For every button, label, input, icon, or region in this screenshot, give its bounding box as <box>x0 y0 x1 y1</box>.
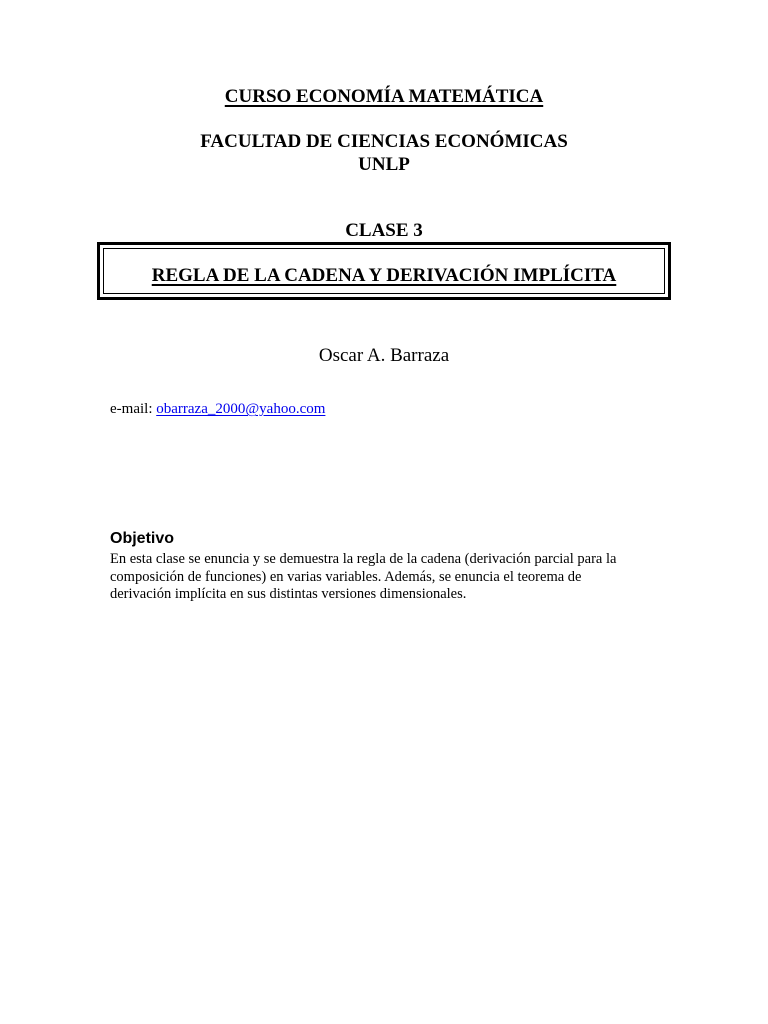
course-title: CURSO ECONOMÍA MATEMÁTICA <box>224 86 544 107</box>
class-label: CLASE 3 <box>345 220 423 241</box>
objective-paragraph <box>110 551 670 604</box>
university-name: UNLP <box>358 154 410 175</box>
email-row <box>110 400 325 418</box>
objective-line: composición de funciones) en varias variables. Además, se enuncia el teorema de <box>110 568 582 585</box>
objective-line: derivación implícita en sus distintas versiones dimensionales. <box>110 586 467 602</box>
lesson-title-box <box>97 242 671 300</box>
email-link[interactable]: obarraza_2000@yahoo.com <box>156 401 326 417</box>
lesson-title-box-inner <box>103 248 665 294</box>
email-label: e-mail: <box>110 401 153 417</box>
faculty-name: FACULTAD DE CIENCIAS ECONÓMICAS <box>200 131 568 152</box>
author-name: Oscar A. Barraza <box>318 345 450 366</box>
objective-line: En esta clase se enuncia y se demuestra la regla de la cadena (derivación parcial para la <box>110 551 617 567</box>
objective-heading: Objetivo <box>110 530 175 547</box>
lesson-title: REGLA DE LA CADENA Y DERIVACIÓN IMPLÍCITA <box>151 265 617 286</box>
